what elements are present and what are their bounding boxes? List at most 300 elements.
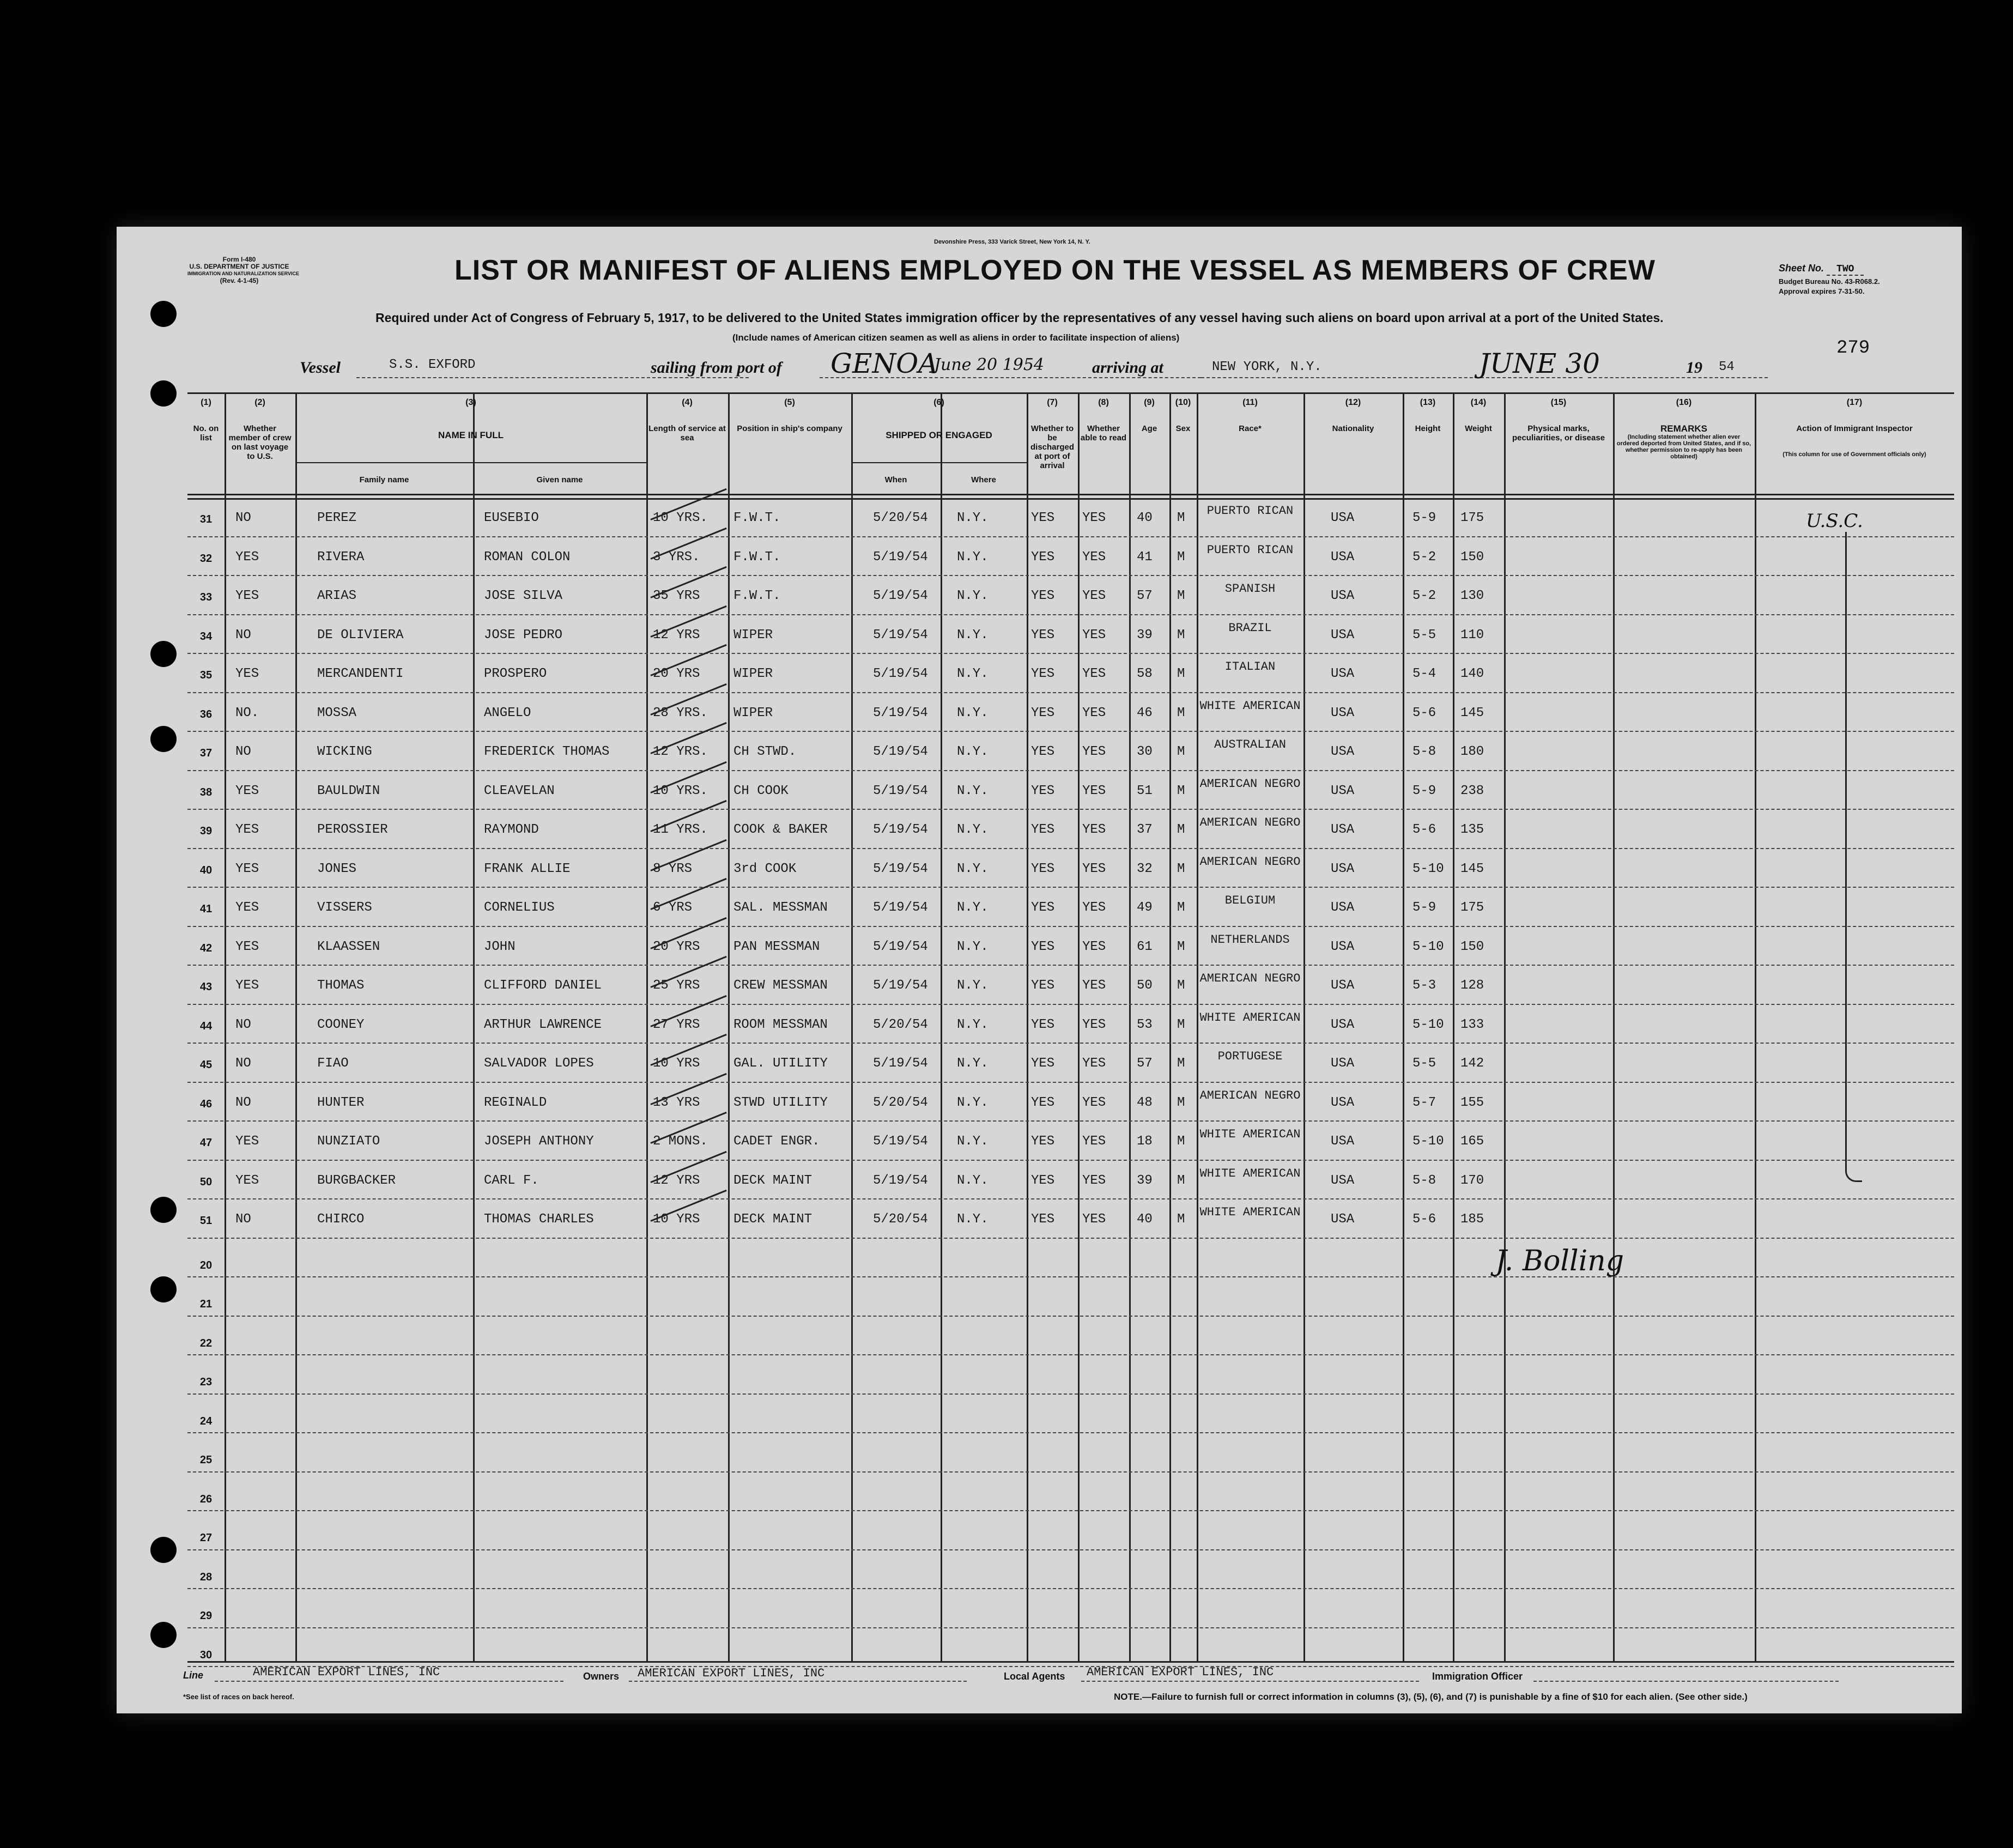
service-length: 6 YRS <box>653 900 693 915</box>
shipped-where: N.Y. <box>957 900 989 915</box>
crew-last-voyage: YES <box>235 1173 259 1188</box>
sex: M <box>1177 627 1185 643</box>
weight: 180 <box>1460 744 1484 759</box>
age: 46 <box>1137 705 1153 720</box>
shipped-when: 5/19/54 <box>873 667 928 681</box>
row-rule <box>187 1471 1954 1473</box>
race: AUSTRALIAN <box>1214 738 1287 752</box>
column-header: Position in ship's company <box>737 424 842 433</box>
height: 5-7 <box>1412 1095 1436 1110</box>
column-number: (11) <box>1242 398 1258 407</box>
service-length: 28 YRS. <box>653 705 708 720</box>
height: 5-4 <box>1412 667 1436 681</box>
height: 5-9 <box>1412 511 1436 525</box>
race: BELGIUM <box>1224 894 1276 907</box>
age: 48 <box>1137 1095 1153 1110</box>
to-be-discharged: YES <box>1031 900 1055 915</box>
row-rule <box>187 1316 1954 1317</box>
weight: 155 <box>1460 1095 1484 1110</box>
row-number: 34 <box>199 630 213 643</box>
row-number: 25 <box>199 1454 213 1466</box>
column-number: (10) <box>1175 398 1191 407</box>
service-length: 3 YRS. <box>653 549 700 565</box>
position: ROOM MESSMAN <box>733 1017 828 1032</box>
crew-last-voyage: YES <box>235 1134 259 1149</box>
shipped-where: N.Y. <box>957 1212 989 1227</box>
sex: M <box>1177 939 1185 954</box>
row-number: 28 <box>199 1571 213 1583</box>
family-name: BURGBACKER <box>317 1173 396 1188</box>
shipped-where: N.Y. <box>957 939 989 954</box>
shipped-when: 5/20/54 <box>873 1017 928 1032</box>
row-rule <box>187 1627 1954 1628</box>
weight: 175 <box>1460 511 1484 525</box>
able-to-read: YES <box>1082 783 1106 798</box>
shipped-when: 5/19/54 <box>873 939 928 954</box>
column-number: (13) <box>1420 398 1436 407</box>
manifest-sheet <box>117 227 1962 1713</box>
crew-last-voyage: YES <box>235 667 259 681</box>
binder-hole <box>150 1622 177 1648</box>
position: F.W.T. <box>733 589 781 603</box>
height: 5-9 <box>1412 900 1436 915</box>
crew-last-voyage: YES <box>235 861 259 876</box>
shipped-where: N.Y. <box>957 511 989 525</box>
shipped-where: N.Y. <box>957 589 989 603</box>
sex: M <box>1177 978 1185 993</box>
race: ITALIAN <box>1224 660 1276 674</box>
family-name: BAULDWIN <box>317 783 380 798</box>
able-to-read: YES <box>1082 1017 1106 1032</box>
shipped-when: 5/19/54 <box>873 1134 928 1149</box>
shipped-when: 5/19/54 <box>873 822 928 837</box>
nationality: USA <box>1331 705 1355 720</box>
sex: M <box>1177 589 1185 603</box>
binder-hole <box>150 641 177 667</box>
sex: M <box>1177 744 1185 759</box>
nationality: USA <box>1331 822 1355 837</box>
able-to-read: YES <box>1082 667 1106 681</box>
able-to-read: YES <box>1082 939 1106 954</box>
age: 51 <box>1137 783 1153 798</box>
nationality: USA <box>1331 1056 1355 1071</box>
column-number: (3) <box>465 398 476 407</box>
column-number: (1) <box>201 398 211 407</box>
shipped-when: 5/19/54 <box>873 705 928 720</box>
position: DECK MAINT <box>733 1212 813 1227</box>
weight: 165 <box>1460 1134 1484 1149</box>
shipped-where: N.Y. <box>957 783 989 798</box>
able-to-read: YES <box>1082 589 1106 603</box>
given-name: FRANK ALLIE <box>484 861 571 876</box>
column-subheader: Given name <box>536 475 583 484</box>
row-rule <box>187 926 1954 927</box>
shipped-when: 5/19/54 <box>873 861 928 876</box>
height: 5-8 <box>1412 744 1436 759</box>
able-to-read: YES <box>1082 1095 1106 1110</box>
crew-last-voyage: NO <box>235 1212 251 1227</box>
race: WHITE AMERICAN <box>1199 699 1301 713</box>
footer-footnote: *See list of races on back hereof. <box>183 1693 294 1701</box>
height: 5-8 <box>1412 1173 1436 1188</box>
row-rule <box>187 770 1954 771</box>
row-rule <box>187 887 1954 888</box>
column-header: REMARKS <box>1660 423 1707 434</box>
to-be-discharged: YES <box>1031 667 1055 681</box>
shipped-where: N.Y. <box>957 1095 989 1110</box>
height: 5-10 <box>1412 861 1444 876</box>
footer-note: NOTE.—Failure to furnish full or correct information in columns (3), (5), (6), and (7) is punishable by a fine of $10 for each alien. (See other side.) <box>1114 1692 1748 1702</box>
row-rule <box>187 1276 1954 1277</box>
year-prefix: 19 <box>1686 359 1702 377</box>
to-be-discharged: YES <box>1031 861 1055 876</box>
position: F.W.T. <box>733 511 781 525</box>
height: 5-6 <box>1412 705 1436 720</box>
crew-last-voyage: YES <box>235 978 259 993</box>
position: CH STWD. <box>733 744 797 759</box>
row-number: 29 <box>199 1610 213 1622</box>
crew-last-voyage: YES <box>235 589 259 603</box>
shipped-when: 5/19/54 <box>873 627 928 643</box>
inspector-mark: U.S.C. <box>1806 510 1863 532</box>
race: PORTUGESE <box>1217 1050 1283 1063</box>
footer-officer-label: Immigration Officer <box>1432 1671 1523 1682</box>
service-length: 20 YRS <box>653 939 700 954</box>
column-number: (6) <box>933 398 944 407</box>
shipped-when: 5/19/54 <box>873 549 928 565</box>
crew-last-voyage: NO <box>235 511 251 525</box>
row-rule <box>187 614 1954 615</box>
signature: J. Bolling <box>1495 1245 1624 1277</box>
position: CADET ENGR. <box>733 1134 820 1149</box>
race: AMERICAN NEGRO <box>1199 1088 1301 1102</box>
weight: 170 <box>1460 1173 1484 1188</box>
name-inner-divider <box>473 462 474 1661</box>
to-be-discharged: YES <box>1031 1017 1055 1032</box>
position: F.W.T. <box>733 549 781 565</box>
binder-hole <box>150 301 177 327</box>
column-header: Action of Immigrant Inspector <box>1796 424 1913 433</box>
row-number: 51 <box>199 1215 213 1227</box>
crew-last-voyage: YES <box>235 783 259 798</box>
row-rule <box>187 731 1954 732</box>
column-subheader: When <box>884 475 907 484</box>
approval-line: Approval expires 7-31-50. <box>1779 287 1865 295</box>
crew-last-voyage: YES <box>235 822 259 837</box>
family-name: PEREZ <box>317 511 357 525</box>
given-name: CLEAVELAN <box>484 783 555 798</box>
family-name: FIAO <box>317 1056 349 1071</box>
form-id-block <box>187 256 299 284</box>
race: AMERICAN NEGRO <box>1199 816 1301 829</box>
able-to-read: YES <box>1082 511 1106 525</box>
position: DECK MAINT <box>733 1173 813 1188</box>
race: PUERTO RICAN <box>1206 504 1294 518</box>
family-name: KLAASSEN <box>317 939 380 954</box>
weight: 150 <box>1460 549 1484 565</box>
row-number: 24 <box>199 1415 213 1427</box>
row-number: 26 <box>199 1493 213 1505</box>
shipped-where: N.Y. <box>957 861 989 876</box>
row-rule <box>187 965 1954 966</box>
page-subtitle: Required under Act of Congress of February 5, 1917, to be delivered to the United States immigration officer by the representatives of any vessel having such aliens on board upon arrival at a port of the United States. <box>375 311 1664 325</box>
column-header: Race* <box>1239 424 1262 433</box>
weight: 145 <box>1460 705 1484 720</box>
shipped-when: 5/19/54 <box>873 900 928 915</box>
port-date-handwritten: June 20 1954 <box>934 355 1045 374</box>
row-rule <box>187 1666 1954 1667</box>
age: 39 <box>1137 627 1153 643</box>
to-be-discharged: YES <box>1031 705 1055 720</box>
footer-line-label: Line <box>183 1670 204 1681</box>
weight: 150 <box>1460 939 1484 954</box>
able-to-read: YES <box>1082 900 1106 915</box>
row-number: 42 <box>199 942 213 954</box>
nationality: USA <box>1331 627 1355 643</box>
vessel-label: Vessel <box>300 359 341 377</box>
family-name: VISSERS <box>317 900 372 915</box>
weight: 130 <box>1460 589 1484 603</box>
nationality: USA <box>1331 861 1355 876</box>
column-header: SHIPPED OR ENGAGED <box>886 430 992 440</box>
race: PUERTO RICAN <box>1206 543 1294 557</box>
able-to-read: YES <box>1082 549 1106 565</box>
position: WIPER <box>733 705 773 720</box>
to-be-discharged: YES <box>1031 939 1055 954</box>
able-to-read: YES <box>1082 822 1106 837</box>
able-to-read: YES <box>1082 1134 1106 1149</box>
nationality: USA <box>1331 1017 1355 1032</box>
age: 57 <box>1137 589 1153 603</box>
port-handwritten: GENOA <box>830 348 938 379</box>
position: CH COOK <box>733 783 789 798</box>
position: SAL. MESSMAN <box>733 900 828 915</box>
given-name: JOHN <box>484 939 516 954</box>
given-name: ANGELO <box>484 705 531 720</box>
row-rule <box>187 692 1954 693</box>
position: 3rd COOK <box>733 861 797 876</box>
position: GAL. UTILITY <box>733 1056 828 1071</box>
page-title: LIST OR MANIFEST OF ALIENS EMPLOYED ON THE VESSEL AS MEMBERS OF CREW <box>454 255 1656 286</box>
service-length: 10 YRS. <box>653 511 708 525</box>
arriving-port: NEW YORK, N.Y. <box>1212 360 1322 374</box>
to-be-discharged: YES <box>1031 1212 1055 1227</box>
arrival-date-handwritten: JUNE 30 <box>1479 348 1600 379</box>
column-number: (7) <box>1047 398 1058 407</box>
weight: 135 <box>1460 822 1484 837</box>
binder-hole <box>150 1276 177 1302</box>
row-number: 35 <box>199 669 213 681</box>
nationality: USA <box>1331 1173 1355 1188</box>
service-length: 8 YRS <box>653 861 693 876</box>
age: 39 <box>1137 1173 1153 1188</box>
shipped-where: N.Y. <box>957 822 989 837</box>
height: 5-2 <box>1412 549 1436 565</box>
column-header: Sex <box>1175 424 1191 433</box>
height: 5-9 <box>1412 783 1436 798</box>
sex: M <box>1177 861 1185 876</box>
given-name: REGINALD <box>484 1095 547 1110</box>
row-rule <box>187 1198 1954 1199</box>
height: 5-5 <box>1412 1056 1436 1071</box>
service-length: 10 YRS <box>653 1212 700 1227</box>
table-top-border <box>187 392 1954 394</box>
family-name: HUNTER <box>317 1095 365 1110</box>
shipped-when: 5/19/54 <box>873 744 928 759</box>
column-subheader: Family name <box>359 475 409 484</box>
sex: M <box>1177 900 1185 915</box>
service-length: 20 YRS <box>653 667 700 681</box>
form-line: (Rev. 4-1-45) <box>220 277 259 284</box>
given-name: RAYMOND <box>484 822 539 837</box>
weight: 140 <box>1460 667 1484 681</box>
crew-last-voyage: YES <box>235 900 259 915</box>
nationality: USA <box>1331 1212 1355 1227</box>
able-to-read: YES <box>1082 705 1106 720</box>
given-name: PROSPERO <box>484 667 547 681</box>
age: 32 <box>1137 861 1153 876</box>
nationality: USA <box>1331 1134 1355 1149</box>
age: 49 <box>1137 900 1153 915</box>
height: 5-5 <box>1412 627 1436 643</box>
age: 30 <box>1137 744 1153 759</box>
row-number: 41 <box>199 903 213 915</box>
given-name: FREDERICK THOMAS <box>484 744 610 759</box>
column-number: (17) <box>1846 398 1863 407</box>
given-name: CLIFFORD DANIEL <box>484 978 602 993</box>
row-rule <box>187 848 1954 849</box>
given-name: THOMAS CHARLES <box>484 1212 594 1227</box>
to-be-discharged: YES <box>1031 1095 1055 1110</box>
able-to-read: YES <box>1082 861 1106 876</box>
to-be-discharged: YES <box>1031 1134 1055 1149</box>
row-number: 47 <box>199 1137 213 1149</box>
family-name: MOSSA <box>317 705 357 720</box>
given-name: ROMAN COLON <box>484 549 571 565</box>
service-length: 25 YRS <box>653 978 700 993</box>
nationality: USA <box>1331 939 1355 954</box>
sex: M <box>1177 1212 1185 1227</box>
budget-line: Budget Bureau No. 43-R068.2. <box>1779 277 1880 286</box>
sailing-label: sailing from port of <box>651 359 782 377</box>
crew-last-voyage: YES <box>235 549 259 565</box>
column-number: (9) <box>1144 398 1155 407</box>
able-to-read: YES <box>1082 627 1106 643</box>
year-suffix: 54 <box>1719 360 1735 374</box>
to-be-discharged: YES <box>1031 744 1055 759</box>
row-number: 50 <box>199 1176 213 1188</box>
able-to-read: YES <box>1082 1212 1106 1227</box>
sex: M <box>1177 1017 1185 1032</box>
crew-last-voyage: NO. <box>235 705 259 720</box>
binder-hole <box>150 1537 177 1563</box>
shipped-when: 5/19/54 <box>873 589 928 603</box>
column-header: Physical marks, peculiarities, or disease <box>1512 424 1605 443</box>
printer-line: Devonshire Press, 333 Varick Street, New York 14, N. Y. <box>934 239 1090 245</box>
shipped-where: N.Y. <box>957 1173 989 1188</box>
row-number: 33 <box>199 591 213 603</box>
sex: M <box>1177 705 1185 720</box>
row-rule <box>187 536 1954 537</box>
position: WIPER <box>733 627 773 643</box>
header-bottom-border <box>187 498 1954 500</box>
to-be-discharged: YES <box>1031 1173 1055 1188</box>
shipped-where: N.Y. <box>957 1056 989 1071</box>
age: 53 <box>1137 1017 1153 1032</box>
sex: M <box>1177 822 1185 837</box>
to-be-discharged: YES <box>1031 627 1055 643</box>
header-bottom-border <box>187 494 1954 495</box>
nationality: USA <box>1331 744 1355 759</box>
row-number: 21 <box>199 1298 213 1310</box>
column-header: Nationality <box>1332 424 1374 433</box>
column-number: (4) <box>682 398 693 407</box>
to-be-discharged: YES <box>1031 511 1055 525</box>
crew-last-voyage: YES <box>235 939 259 954</box>
nationality: USA <box>1331 589 1355 603</box>
to-be-discharged: YES <box>1031 978 1055 993</box>
row-number: 20 <box>199 1259 213 1271</box>
position: COOK & BAKER <box>733 822 828 837</box>
row-number: 37 <box>199 747 213 759</box>
row-number: 36 <box>199 708 213 720</box>
page-stamp: 279 <box>1836 338 1870 359</box>
row-rule <box>187 1120 1954 1122</box>
nationality: USA <box>1331 783 1355 798</box>
crew-last-voyage: NO <box>235 627 251 643</box>
position: CREW MESSMAN <box>733 978 828 993</box>
form-line: U.S. DEPARTMENT OF JUSTICE <box>189 263 289 270</box>
column-header: Height <box>1415 424 1441 433</box>
remarks-note: (Including statement whether alien ever ordered deported from United States, and if so, whether permission to re-apply has been obtained) <box>1616 434 1751 460</box>
column-number: (15) <box>1550 398 1567 407</box>
row-number: 38 <box>199 786 213 798</box>
age: 18 <box>1137 1134 1153 1149</box>
column-header: Whether member of crew on last voyage to U.S. <box>228 424 292 461</box>
row-number: 32 <box>199 552 213 565</box>
able-to-read: YES <box>1082 744 1106 759</box>
crew-last-voyage: NO <box>235 1095 251 1110</box>
column-header: Weight <box>1465 424 1492 433</box>
shipped-where: N.Y. <box>957 1134 989 1149</box>
footer-owners-label: Owners <box>583 1671 620 1682</box>
vessel-name: S.S. EXFORD <box>389 358 476 372</box>
service-length: 2 MONS. <box>653 1134 708 1149</box>
family-name: MERCANDENTI <box>317 667 404 681</box>
row-rule <box>187 1432 1954 1433</box>
family-name: JONES <box>317 861 357 876</box>
row-rule <box>187 575 1954 576</box>
shipped-when: 5/19/54 <box>873 1173 928 1188</box>
weight: 175 <box>1460 900 1484 915</box>
column-header: NAME IN FULL <box>438 430 504 440</box>
family-name: THOMAS <box>317 978 365 993</box>
to-be-discharged: YES <box>1031 822 1055 837</box>
footer-line-value: AMERICAN EXPORT LINES, INC <box>253 1665 440 1679</box>
name-subheader-line <box>295 462 646 463</box>
family-name: WICKING <box>317 744 372 759</box>
given-name: ARTHUR LAWRENCE <box>484 1017 602 1032</box>
height: 5-2 <box>1412 589 1436 603</box>
service-length: 12 YRS. <box>653 744 708 759</box>
row-rule <box>187 1393 1954 1395</box>
height: 5-6 <box>1412 1212 1436 1227</box>
to-be-discharged: YES <box>1031 783 1055 798</box>
to-be-discharged: YES <box>1031 549 1055 565</box>
row-number: 43 <box>199 981 213 993</box>
family-name: COONEY <box>317 1017 365 1032</box>
shipped-where: N.Y. <box>957 549 989 565</box>
